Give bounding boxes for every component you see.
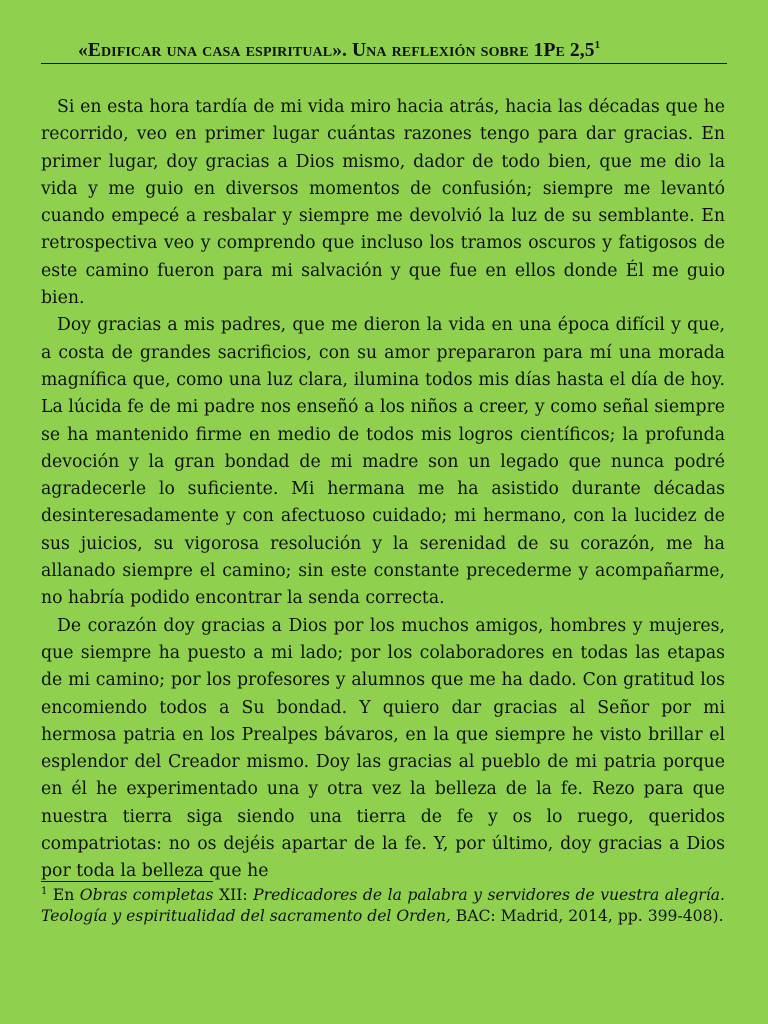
page-title <box>78 40 600 62</box>
paragraph-3: De corazón doy gracias a Dios por los muchos amigos, hombres y mujeres, que siempre ha puesto a mi lado; por los colaboradores en todas las etapas de mi camino; por los profesores y alumnos que me ha dado. Con gratitud los encomiendo todos a Su bondad. Y quiero dar gracias al Señor por mi hermosa patria en los Prealpes bávaros, en la que siempre he visto brillar el esplendor del Creador mismo. Doy las gracias al pueblo de mi patria porque en él he experimentado una y otra vez la belleza de la fe. Rezo para que nuestra tierra siga siendo una tierra de fe y os lo ruego, queridos compatriotas: no os dejéis apartar de la fe. Y, por último, doy gracias a Dios por toda la belleza que he <box>41 615 725 882</box>
footnote-marker: 1 <box>41 886 48 897</box>
page-title-text: «Edificar una casa espiritual». Una reflexión sobre 1Pe 2,5 <box>78 40 595 61</box>
paragraph-2: Doy gracias a mis padres, que me dieron la vida en una época difícil y que, a costa de grandes sacrificios, con su amor prepararon para mí una morada magnífica que, como una luz clara, ilumina todos mis días hasta el día de hoy. La lúcida fe de mi padre nos enseñó a los niños a creer, y como señal siempre se ha mantenido firme en medio de todos mis logros científicos; la profunda devoción y la gran bondad de mi madre son un legado que nunca podré agradecerle lo suficiente. Mi hermana me ha asistido durante décadas desinteresadamente y con afectuoso cuidado; mi hermano, con la lucidez de sus juicios, su vigorosa resolución y la serenidad de su corazón, me ha allanado siempre el camino; sin este constante precederme y acompañarme, no habría podido encontrar la senda correcta. <box>41 315 725 609</box>
paragraph-1: Si en esta hora tardía de mi vida miro hacia atrás, hacia las décadas que he recorrido, veo en primer lugar cuántas razones tengo para dar gracias. En primer lugar, doy gracias a Dios mismo, dador de todo bien, que me dio la vida y me guio en diversos momentos de confusión; siempre me levantó cuando empecé a resbalar y siempre me devolvió la luz de su semblante. En retrospectiva veo y comprendo que incluso los tramos oscuros y fatigosos de este camino fueron para mi salvación y que fue en ellos donde Él me guio bien. <box>41 97 725 309</box>
footnote-divider <box>41 881 213 882</box>
footnote-prefix: En <box>47 886 80 904</box>
footnote-work-title: Obras completas <box>79 886 214 904</box>
footnote <box>41 885 725 927</box>
main-text <box>41 94 725 886</box>
footnote-subtitle: Predicadores de la palabra y servidores de vuestra alegría. Teología y espiritualidad del sacramento del Orden, <box>41 886 725 925</box>
footnote-reference: 1 <box>594 39 601 51</box>
footnote-publisher: BAC: Madrid, 2014, pp. 399-408). <box>450 907 724 925</box>
page-header <box>41 38 727 64</box>
footnote-volume: XII: <box>213 886 254 904</box>
